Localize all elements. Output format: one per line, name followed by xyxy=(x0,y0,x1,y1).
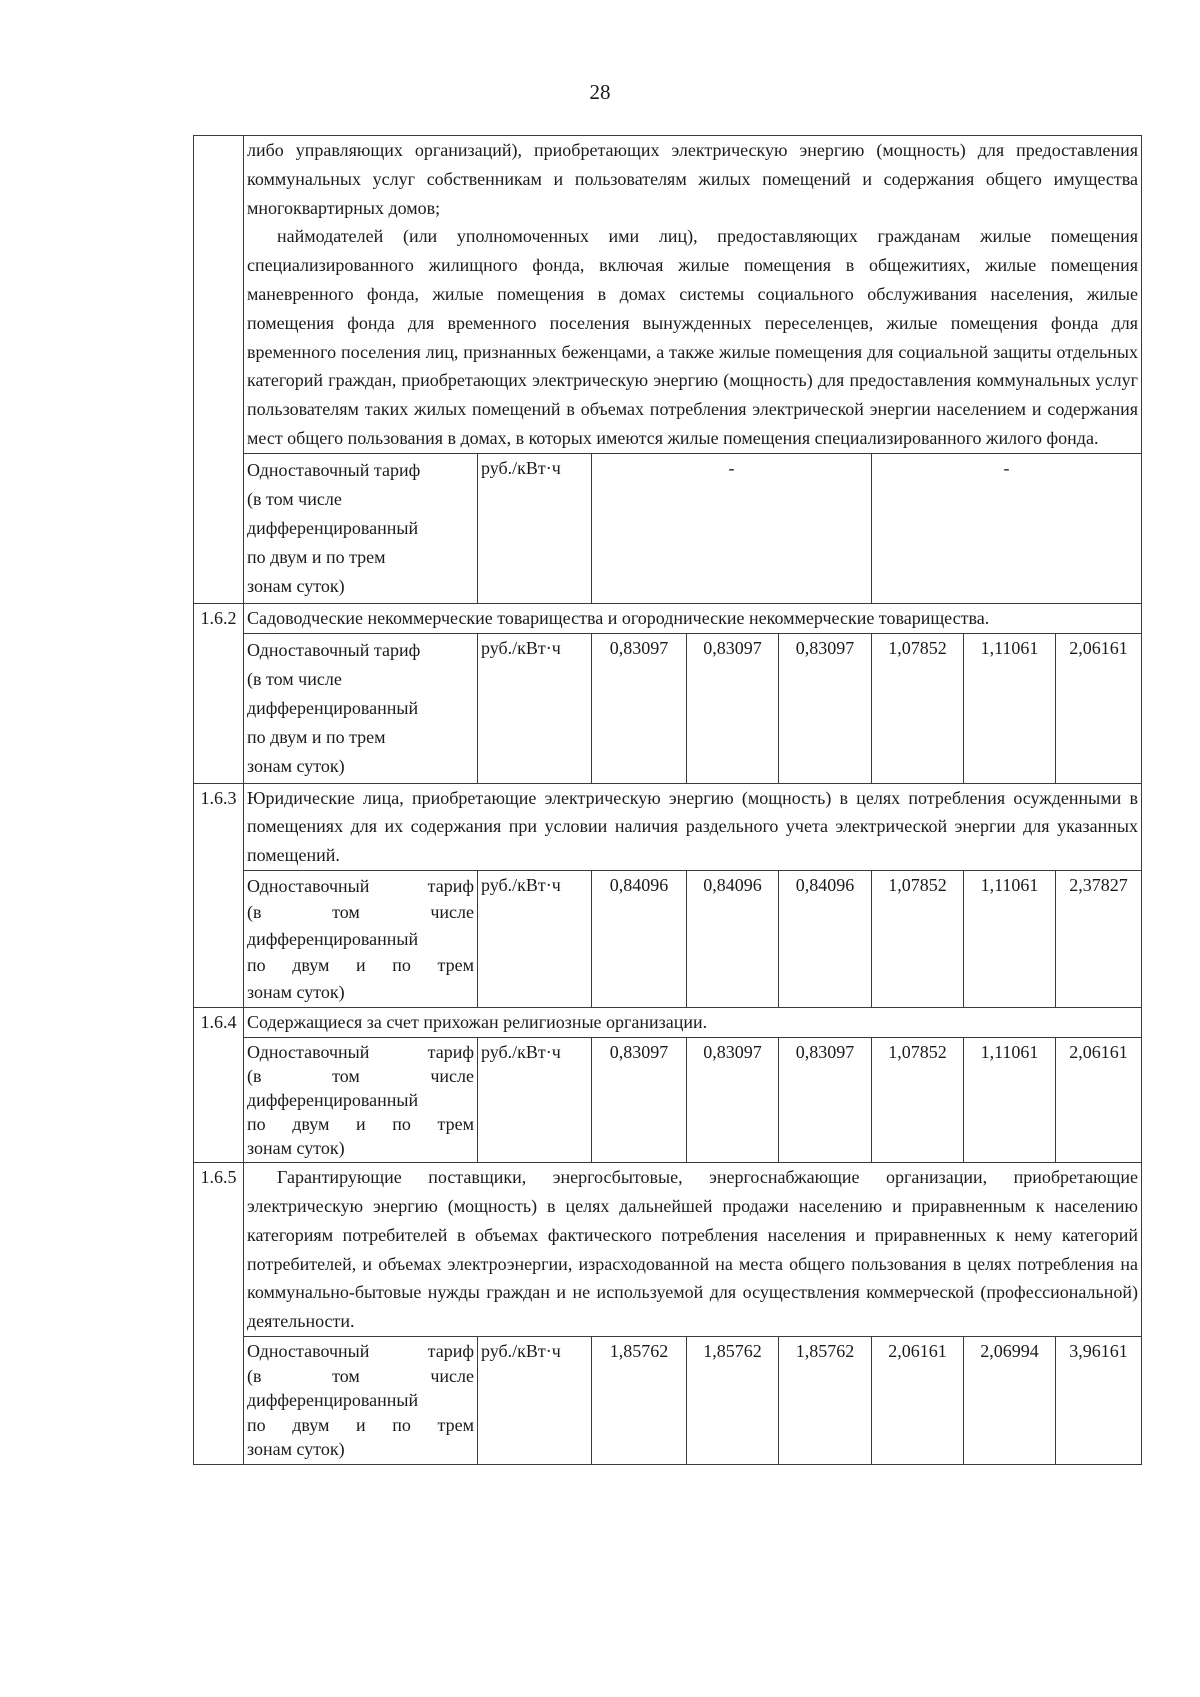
section-text: Содержащиеся за счет прихожан религиозные организации. xyxy=(244,1008,1142,1038)
value-cell: 1,07852 xyxy=(872,870,964,1008)
section-text: Юридические лица, приобретающие электрическую энергию (мощность) в целях потребления осужденными в помещениях для их содержания при условии наличия раздельного учета электрической энергии для указанных помещений. xyxy=(244,783,1142,870)
intro-paragraph-1: либо управляющих организаций), приобретающих электрическую энергию (мощность) для предоставления коммунальных услуг собственникам и пользователям жилых помещений и содержания общего имущества многоквартирных домов; xyxy=(247,140,1138,218)
page-number: 28 xyxy=(589,80,611,104)
value-cell: 0,84096 xyxy=(687,870,779,1008)
value-cell: 0,84096 xyxy=(592,870,687,1008)
table-row-intro xyxy=(194,136,1142,454)
table-row-section xyxy=(194,783,1142,870)
value-cell: 1,11061 xyxy=(964,870,1056,1008)
tariff-label: Одноставочный тариф (в том числе дифференцированный по двум и по трем зонам суток) xyxy=(244,1337,478,1465)
table-row-intro-tariff xyxy=(194,453,1142,603)
value-cell: 0,83097 xyxy=(779,1038,872,1163)
unit-cell: руб./кВт·ч xyxy=(478,453,592,603)
table-row-tariff xyxy=(194,1337,1142,1465)
value-dash-cell: - xyxy=(872,453,1142,603)
value-cell: 1,85762 xyxy=(779,1337,872,1465)
value-cell: 2,06161 xyxy=(1056,1038,1142,1163)
value-cell: 0,83097 xyxy=(687,1038,779,1163)
tariff-label: Одноставочный тариф (в том числе дифференцированный по двум и по трем зонам суток) xyxy=(244,633,478,783)
tariff-table xyxy=(193,135,1142,1465)
section-number: 1.6.3 xyxy=(194,783,244,1008)
value-cell: 1,85762 xyxy=(687,1337,779,1465)
value-dash-cell: - xyxy=(592,453,872,603)
value-cell: 2,37827 xyxy=(1056,870,1142,1008)
intro-paragraph-2: наймодателей (или уполномоченных ими лиц), предоставляющих гражданам жилые помещения специализированного жилищного фонда, включая жилые помещения в общежитиях, жилые помещения маневренного фонда, жилые помещения в домах системы социального обслуживания населения, жилые помещения фонда для временного поселения вынужденных переселенцев, жилые помещения фонда для временного поселения лиц, признанных беженцами, а также жилые помещения для социальной защиты отдельных категорий граждан, приобретающих электрическую энергию (мощность) для предоставления коммунальных услуг пользователям таких жилых помещений в объемах потребления электрической энергии населением и содержания мест общего пользования в домах, в которых имеются жилые помещения специализированного жилого фонда. xyxy=(247,226,1138,448)
section-number: 1.6.5 xyxy=(194,1163,244,1464)
section-text: Гарантирующие поставщики, энергосбытовые, энергоснабжающие организации, приобретающие электрическую энергию (мощность) в целях дальнейшей продажи населению и приравненным к населению категориям потребителей в объемах фактического потребления населения и приравненных к нему категорий потребителей, и объемах электроэнергии, израсходованной на места общего пользования в целях потребления на коммунально-бытовые нужды граждан и не используемой для осуществления коммерческой (профессиональной) деятельности. xyxy=(244,1163,1142,1337)
table-row-tariff xyxy=(194,870,1142,1008)
value-cell: 2,06994 xyxy=(964,1337,1056,1465)
tariff-label: Одноставочный тариф (в том числе дифференцированный по двум и по трем зонам суток) xyxy=(244,1038,478,1163)
unit-cell: руб./кВт·ч xyxy=(478,870,592,1008)
value-cell: 0,83097 xyxy=(779,633,872,783)
unit-cell: руб./кВт·ч xyxy=(478,1038,592,1163)
section-number: 1.6.4 xyxy=(194,1008,244,1163)
value-cell: 1,07852 xyxy=(872,633,964,783)
value-cell: 1,11061 xyxy=(964,1038,1056,1163)
unit-cell: руб./кВт·ч xyxy=(478,633,592,783)
table-row-tariff xyxy=(194,1038,1142,1163)
section-number: 1.6.2 xyxy=(194,603,244,783)
value-cell: 1,07852 xyxy=(872,1038,964,1163)
value-cell: 0,83097 xyxy=(592,633,687,783)
section-text-intro xyxy=(244,136,1142,454)
section-text: Садоводческие некоммерческие товарищества и огороднические некоммерческие товарищества. xyxy=(244,603,1142,633)
table-row-section xyxy=(194,1163,1142,1337)
table-row-tariff xyxy=(194,633,1142,783)
tariff-label: Одноставочный тариф (в том числе дифференцированный по двум и по трем зонам суток) xyxy=(244,453,478,603)
value-cell: 0,84096 xyxy=(779,870,872,1008)
value-cell: 2,06161 xyxy=(872,1337,964,1465)
value-cell: 0,83097 xyxy=(592,1038,687,1163)
value-cell: 2,06161 xyxy=(1056,633,1142,783)
value-cell: 3,96161 xyxy=(1056,1337,1142,1465)
section-number-cell xyxy=(194,136,244,604)
unit-cell: руб./кВт·ч xyxy=(478,1337,592,1465)
tariff-label: Одноставочный тариф (в том числе дифференцированный по двум и по трем зонам суток) xyxy=(244,870,478,1008)
value-cell: 1,11061 xyxy=(964,633,1056,783)
value-cell: 0,83097 xyxy=(687,633,779,783)
table-row-section xyxy=(194,603,1142,633)
value-cell: 1,85762 xyxy=(592,1337,687,1465)
table-row-section xyxy=(194,1008,1142,1038)
